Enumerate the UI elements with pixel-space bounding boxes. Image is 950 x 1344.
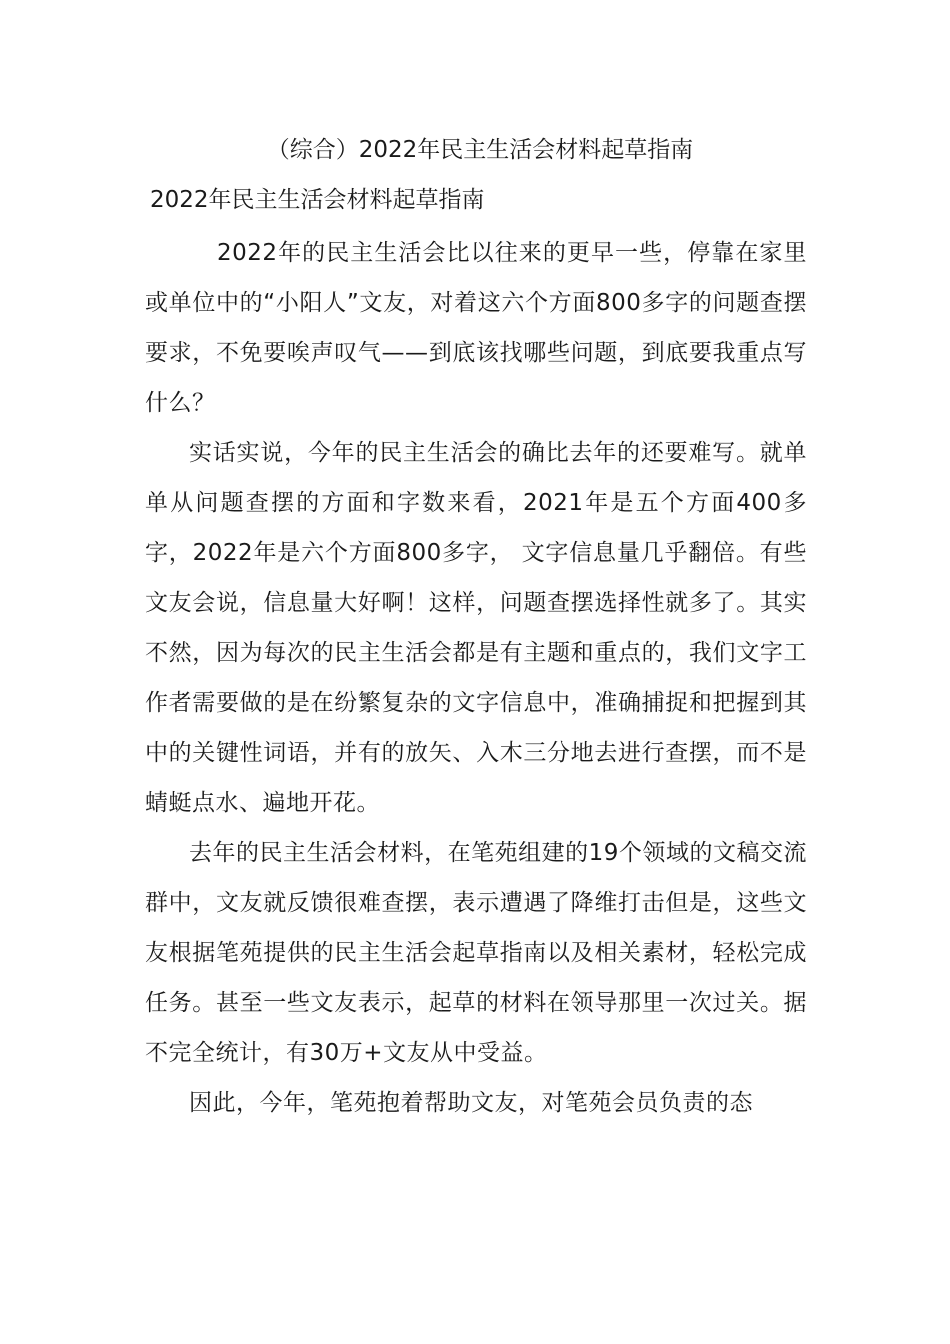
paragraph: 2022年的民主生活会比以往来的更早一些，停靠在家里或单位中的“小阳人”文友，对着这六个方面800多字的问题查摆要求，不免要唉声叹气——到底该找哪些问题，到底要我重点写什么？ <box>145 240 807 416</box>
document-body <box>145 228 807 1128</box>
paragraph: 实话实说，今年的民主生活会的确比去年的还要难写。就单单从问题查摆的方面和字数来看，2021年是五个方面400多字，2022年是六个方面800多字， 文字信息量几乎翻倍。有些文友会说，信息量大好啊！这样，问题查摆选择性就多了。其实不然，因为每次的民主生活会都是有主题和重点的，我们文字工作者需要做的是在纷繁复杂的文字信息中，准确捕捉和把握到其中的关键性词语，并有的放矢、入木三分地去进行查摆，而不是蜻蜓点水、遍地开花。 <box>145 440 807 816</box>
document-subtitle: 2022年民主生活会材料起草指南 <box>150 187 485 213</box>
document-title: （综合）2022年民主生活会材料起草指南 <box>266 137 694 163</box>
paragraph: 因此，今年，笔苑抱着帮助文友，对笔苑会员负责的态 <box>189 1090 753 1116</box>
paragraph: 去年的民主生活会材料，在笔苑组建的19个领域的文稿交流群中，文友就反馈很难查摆，表示遭遇了降维打击但是，这些文友根据笔苑提供的民主生活会起草指南以及相关素材，轻松完成任务。甚至一些文友表示，起草的材料在领导那里一次过关。据不完全统计，有30万+文友从中受益。 <box>145 840 807 1066</box>
